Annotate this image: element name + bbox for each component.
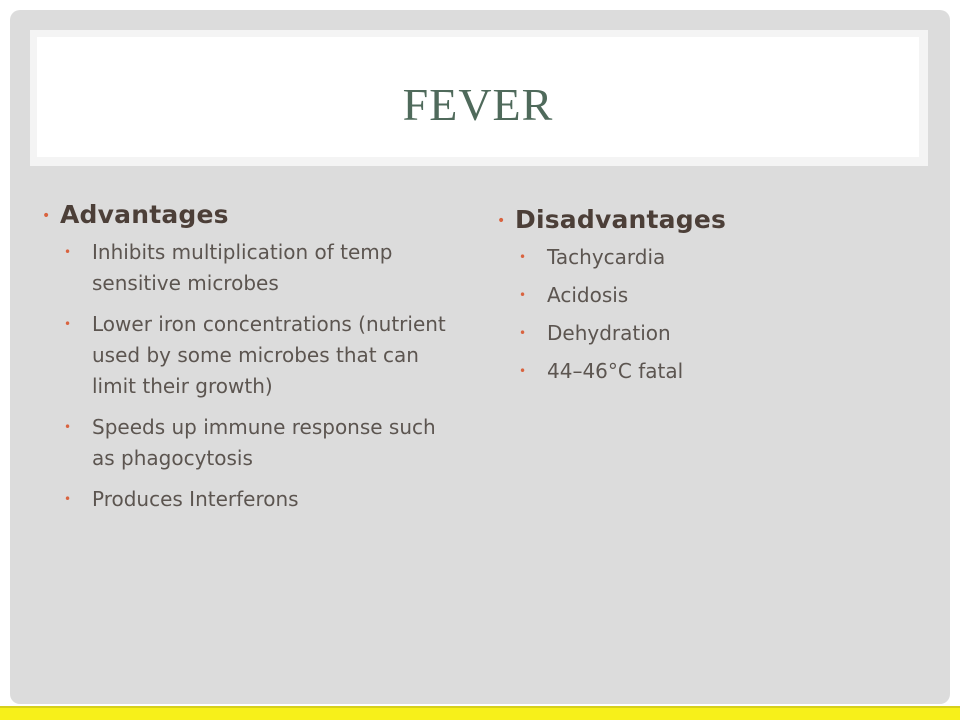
list-item <box>519 242 917 273</box>
list-item <box>519 318 917 349</box>
list-item-text: Produces Interferons <box>92 487 299 511</box>
advantages-heading-row <box>42 200 462 229</box>
advantages-list <box>42 237 462 515</box>
list-item-text: Lower iron concentrations (nutrient used by some microbes that can limit their growth) <box>92 312 446 398</box>
advantages-heading: Advantages <box>60 200 229 229</box>
bottom-highlight-bar <box>0 706 960 720</box>
slide-title: FEVER <box>402 78 554 130</box>
bullet-icon: • <box>64 317 72 331</box>
list-item-text: 44–46°C fatal <box>547 359 684 383</box>
bullet-icon: • <box>64 420 72 434</box>
advantages-column <box>42 200 462 525</box>
list-item <box>519 356 917 387</box>
list-item-text: Speeds up immune response such as phagocytosis <box>92 415 436 470</box>
disadvantages-heading: Disadvantages <box>515 205 727 234</box>
bullet-icon: • <box>519 288 527 302</box>
list-item <box>64 309 462 402</box>
list-item <box>64 237 462 299</box>
bullet-icon: • <box>519 364 527 378</box>
list-item <box>64 484 462 515</box>
disadvantages-heading-row <box>497 205 917 234</box>
list-item <box>64 412 462 474</box>
title-box <box>37 37 919 157</box>
disadvantages-column <box>497 205 917 394</box>
bullet-icon: • <box>519 326 527 340</box>
list-item-text: Tachycardia <box>547 245 666 269</box>
disadvantages-list <box>497 242 917 387</box>
list-item-text: Inhibits multiplication of temp sensitive microbes <box>92 240 393 295</box>
bullet-icon: • <box>64 245 72 259</box>
bullet-icon: • <box>64 492 72 506</box>
list-item-text: Dehydration <box>547 321 671 345</box>
bullet-icon: • <box>42 208 51 224</box>
bullet-icon: • <box>497 213 506 229</box>
list-item <box>519 280 917 311</box>
bullet-icon: • <box>519 250 527 264</box>
list-item-text: Acidosis <box>547 283 629 307</box>
